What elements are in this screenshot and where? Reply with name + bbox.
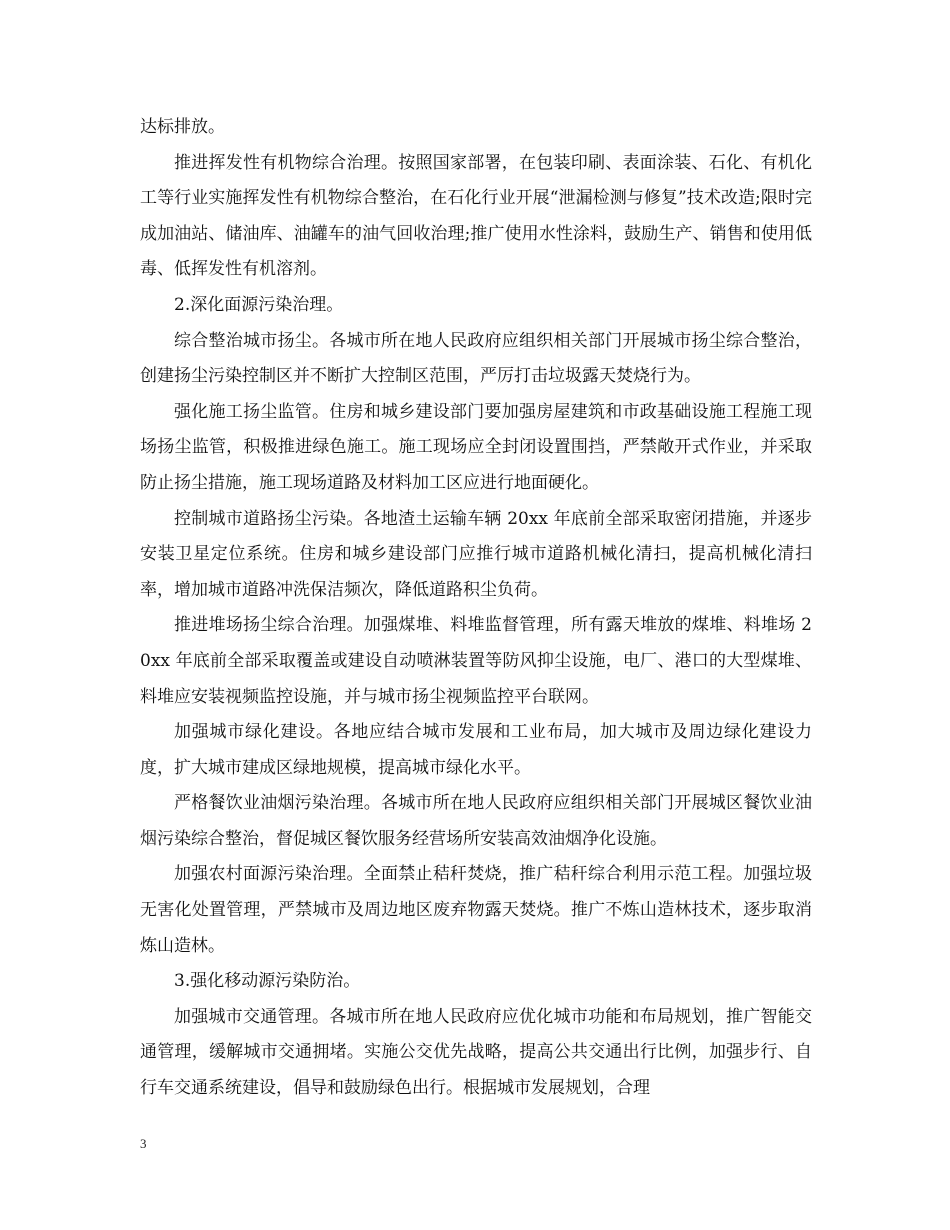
section-heading-area-source: 2.深化面源污染治理。	[174, 294, 344, 315]
section-heading-mobile-source: 3.强化移动源污染防治。	[174, 971, 361, 992]
paragraph-road-dust: 控制城市道路扬尘污染。各地渣土运输车辆 20xx 年底前全部采取密闭措施，并逐步安装卫星定位系统。住房和城乡建设部门应推行城市道路机械化清扫，提高机械化清扫率，增加城市道路冲洗保洁频次，降低道路积尘负荷。	[140, 508, 812, 600]
paragraph-catering-fumes: 严格餐饮业油烟污染治理。各城市所在地人民政府应组织相关部门开展城区餐饮业油烟污染综合整治，督促城区餐饮服务经营场所安装高效油烟净化设施。	[140, 793, 812, 849]
page-number: 3	[140, 1136, 147, 1151]
paragraph-voc-governance: 推进挥发性有机物综合治理。按照国家部署，在包装印刷、表面涂装、石化、有机化工等行业实施挥发性有机物综合整治，在石化行业开展“泄漏检测与修复”技术改造;限时完成加油站、储油库、油罐车的油气回收治理;推广使用水性涂料，鼓励生产、销售和使用低毒、低挥发性有机溶剂。	[140, 152, 812, 280]
paragraph-construction-dust: 强化施工扬尘监管。住房和城乡建设部门要加强房屋建筑和市政基础设施工程施工现场扬尘监管，积极推进绿色施工。施工现场应全封闭设置围挡，严禁敞开式作业，并采取防止扬尘措施，施工现场道路及材料加工区应进行地面硬化。	[140, 401, 812, 493]
paragraph-rural-pollution: 加强农村面源污染治理。全面禁止秸秆焚烧，推广秸秆综合利用示范工程。加强垃圾无害化处置管理，严禁城市及周边地区废弃物露天焚烧。推广不炼山造林技术，逐步取消炼山造林。	[140, 864, 812, 956]
document-body	[140, 110, 812, 1107]
paragraph-stockpile-dust: 推进堆场扬尘综合治理。加强煤堆、料堆监督管理，所有露天堆放的煤堆、料堆场 20xx 年底前全部采取覆盖或建设自动喷淋装置等防风抑尘设施，电厂、港口的大型煤堆、料堆应安装视频监控设施，并与城市扬尘视频监控平台联网。	[140, 615, 812, 707]
paragraph-city-dust: 综合整治城市扬尘。各城市所在地人民政府应组织相关部门开展城市扬尘综合整治，创建扬尘污染控制区并不断扩大控制区范围，严厉打击垃圾露天焚烧行为。	[140, 330, 812, 387]
paragraph-continuation: 达标排放。	[140, 117, 225, 137]
paragraph-traffic-management: 加强城市交通管理。各城市所在地人民政府应优化城市功能和布局规划，推广智能交通管理，缓解城市交通拥堵。实施公交优先战略，提高公共交通出行比例，加强步行、自行车交通系统建设，倡导和鼓励绿色出行。根据城市发展规划，合理	[140, 1006, 812, 1099]
paragraph-greening: 加强城市绿化建设。各地应结合城市发展和工业布局，加大城市及周边绿化建设力度，扩大城市建成区绿地规模，提高城市绿化水平。	[140, 722, 812, 778]
